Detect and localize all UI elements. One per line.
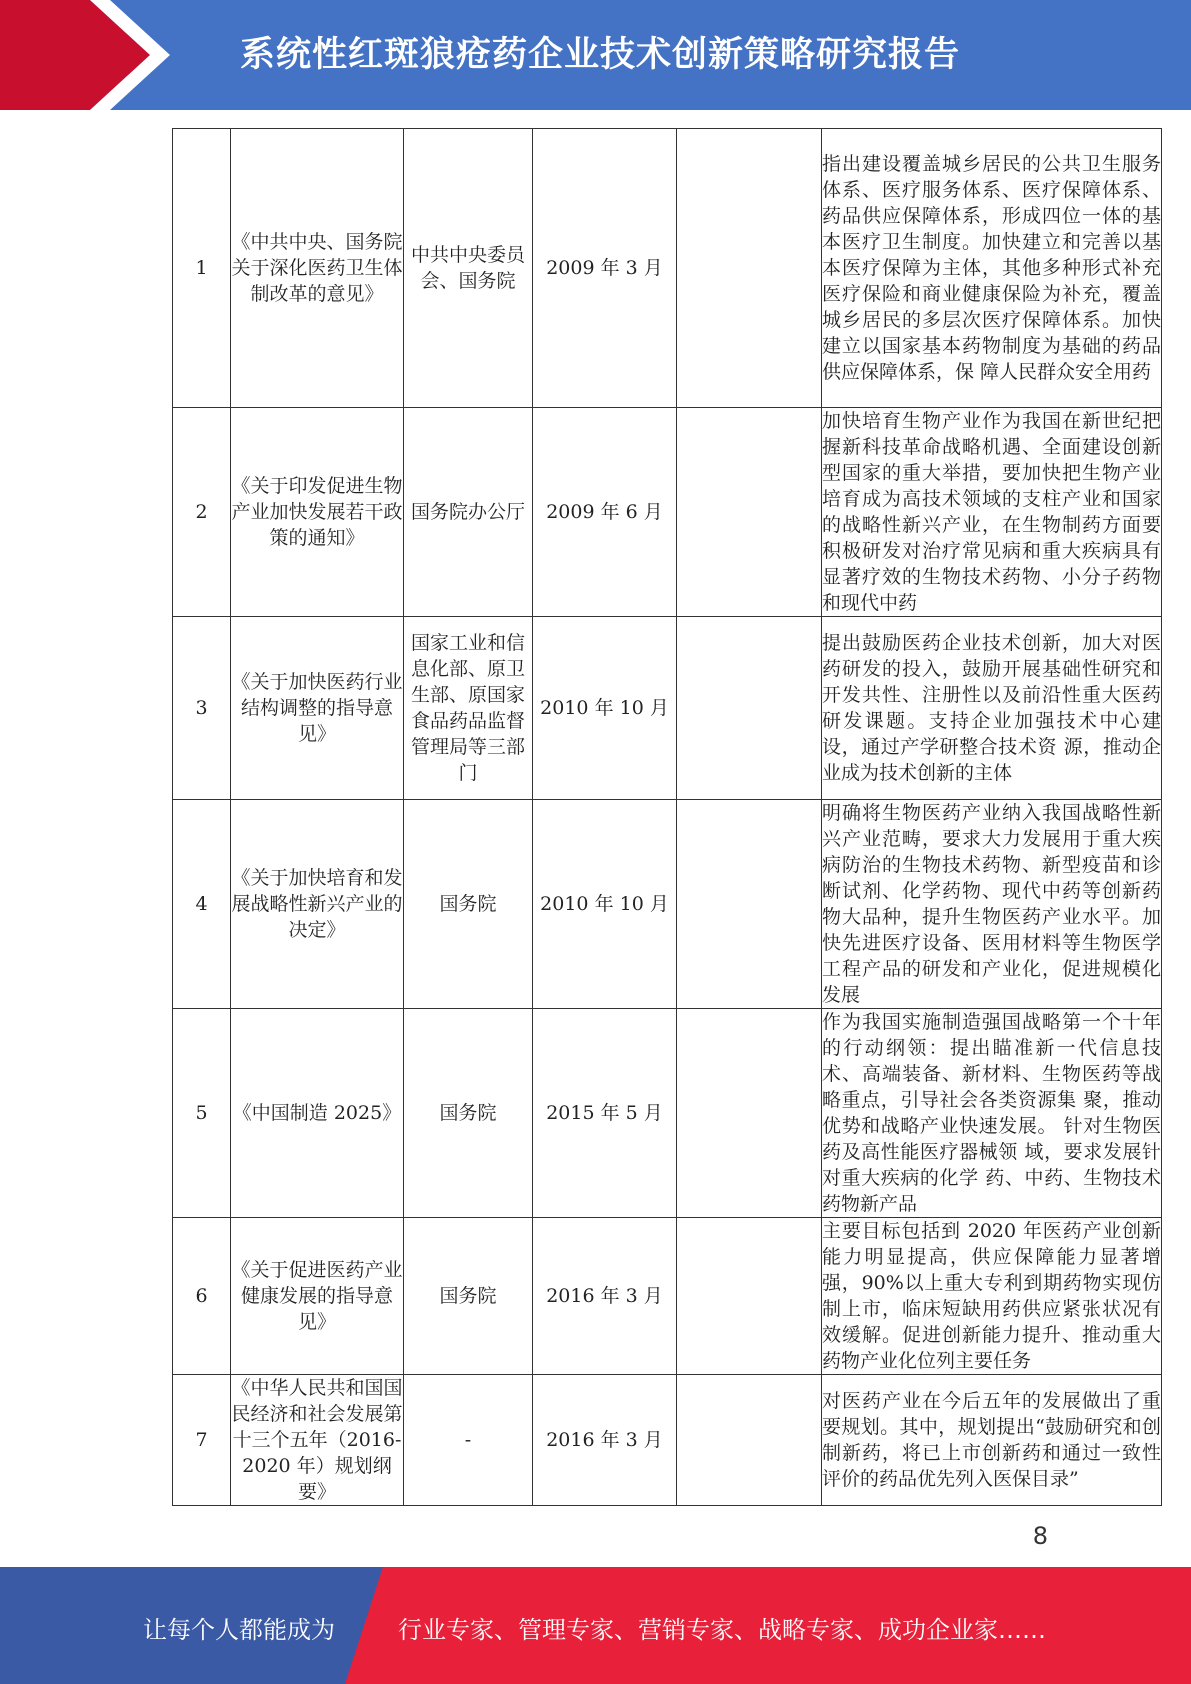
row-number: 5 [173, 1009, 231, 1218]
issue-date: 2010 年 10 月 [533, 617, 677, 800]
issuing-department: 中共中央委员会、国务院 [404, 129, 533, 408]
issuing-department: 国务院 [404, 1218, 533, 1375]
policy-description: 加快培育生物产业作为我国在新世纪把握新科技革命战略机遇、全面建设创新型国家的重大举措，要加快把生物产业培育成为高技术领域的支柱产业和国家的战略性新兴产业，在生物制药方面要积极研发对治疗常见病和重大疾病具有显著疗效的生物技术药物、小分子药物和现代中药 [822, 408, 1162, 617]
policy-name: 《中华人民共和国国民经济和社会发展第十三个五年（2016-2020 年）规划纲要》 [231, 1375, 404, 1506]
issue-date: 2016 年 3 月 [533, 1218, 677, 1375]
policy-name: 《关于促进医药产业健康发展的指导意见》 [231, 1218, 404, 1375]
row-number: 7 [173, 1375, 231, 1506]
table-row [173, 1009, 1162, 1218]
empty-cell [677, 800, 822, 1009]
table-row [173, 1218, 1162, 1375]
issue-date: 2009 年 3 月 [533, 129, 677, 408]
empty-cell [677, 1009, 822, 1218]
footer-slogan-left: 让每个人都能成为 [143, 1616, 335, 1644]
page-header [0, 0, 1191, 110]
table-row [173, 408, 1162, 617]
policy-description: 主要目标包括到 2020 年医药产业创新能力明显提高，供应保障能力显著增强，90%以上重大专利到期药物实现仿制上市，临床短缺用药供应紧张状况有效缓解。促进创新能力提升、推动重大药物产业化位列主要任务 [822, 1218, 1162, 1375]
policy-name: 《中共中央、国务院关于深化医药卫生体制改革的意见》 [231, 129, 404, 408]
issuing-department: 国务院 [404, 800, 533, 1009]
empty-cell [677, 408, 822, 617]
issue-date: 2010 年 10 月 [533, 800, 677, 1009]
policy-table [172, 128, 1162, 1506]
table-row [173, 617, 1162, 800]
header-chevron-graphic [0, 0, 200, 110]
empty-cell [677, 129, 822, 408]
policy-name: 《关于印发促进生物产业加快发展若干政策的通知》 [231, 408, 404, 617]
issuing-department: 国务院办公厅 [404, 408, 533, 617]
table-row [173, 800, 1162, 1009]
empty-cell [677, 1375, 822, 1506]
row-number: 2 [173, 408, 231, 617]
issue-date: 2009 年 6 月 [533, 408, 677, 617]
issuing-department: - [404, 1375, 533, 1506]
policy-description: 指出建设覆盖城乡居民的公共卫生服务体系、医疗服务体系、医疗保障体系、药品供应保障体系，形成四位一体的基本医疗卫生制度。加快建立和完善以基本医疗保障为主体，其他多种形式补充医疗保险和商业健康保险为补充，覆盖城乡居民的多层次医疗保障体系。加快建立以国家基本药物制度为基础的药品供应保障体系，保 障人民群众安全用药 [822, 129, 1162, 408]
table-row [173, 1375, 1162, 1506]
empty-cell [677, 1218, 822, 1375]
page-number: 8 [1032, 1522, 1048, 1550]
issuing-department: 国务院 [404, 1009, 533, 1218]
issuing-department: 国家工业和信息化部、原卫生部、原国家食品药品监督管理局等三部门 [404, 617, 533, 800]
row-number: 4 [173, 800, 231, 1009]
empty-cell [677, 617, 822, 800]
table-row [173, 129, 1162, 408]
policy-name: 《关于加快医药行业结构调整的指导意见》 [231, 617, 404, 800]
issue-date: 2015 年 5 月 [533, 1009, 677, 1218]
policy-name: 《关于加快培育和发展战略性新兴产业的决定》 [231, 800, 404, 1009]
footer-slogan-right: 行业专家、管理专家、营销专家、战略专家、成功企业家…… [398, 1616, 1046, 1644]
report-title: 系统性红斑狼疮药企业技术创新策略研究报告 [240, 35, 961, 75]
policy-description: 提出鼓励医药企业技术创新，加大对医药研发的投入，鼓励开展基础性研究和开发共性、注册性以及前沿性重大医药研发课题。支持企业加强技术中心建设，通过产学研整合技术资 源，推动企业成为技术创新的主体 [822, 617, 1162, 800]
row-number: 3 [173, 617, 231, 800]
row-number: 6 [173, 1218, 231, 1375]
page-footer [0, 1567, 1191, 1684]
issue-date: 2016 年 3 月 [533, 1375, 677, 1506]
row-number: 1 [173, 129, 231, 408]
policy-description: 明确将生物医药产业纳入我国战略性新兴产业范畴，要求大力发展用于重大疾病防治的生物技术药物、新型疫苗和诊断试剂、化学药物、现代中药等创新药物大品种，提升生物医药产业水平。加快先进医疗设备、医用材料等生物医学工程产品的研发和产业化，促进规模化发展 [822, 800, 1162, 1009]
policy-description: 对医药产业在今后五年的发展做出了重要规划。其中，规划提出“鼓励研究和创制新药，将已上市创新药和通过一致性评价的药品优先列入医保目录” [822, 1375, 1162, 1506]
policy-name: 《中国制造 2025》 [231, 1009, 404, 1218]
policy-description: 作为我国实施制造强国战略第一个十年的行动纲领：提出瞄准新一代信息技术、高端装备、新材料、生物医药等战略重点，引导社会各类资源集 聚，推动优势和战略产业快速发展。 针对生物医药及高性能医疗器械领 域，要求发展针对重大疾病的化学 药、中药、生物技术药物新产品 [822, 1009, 1162, 1218]
